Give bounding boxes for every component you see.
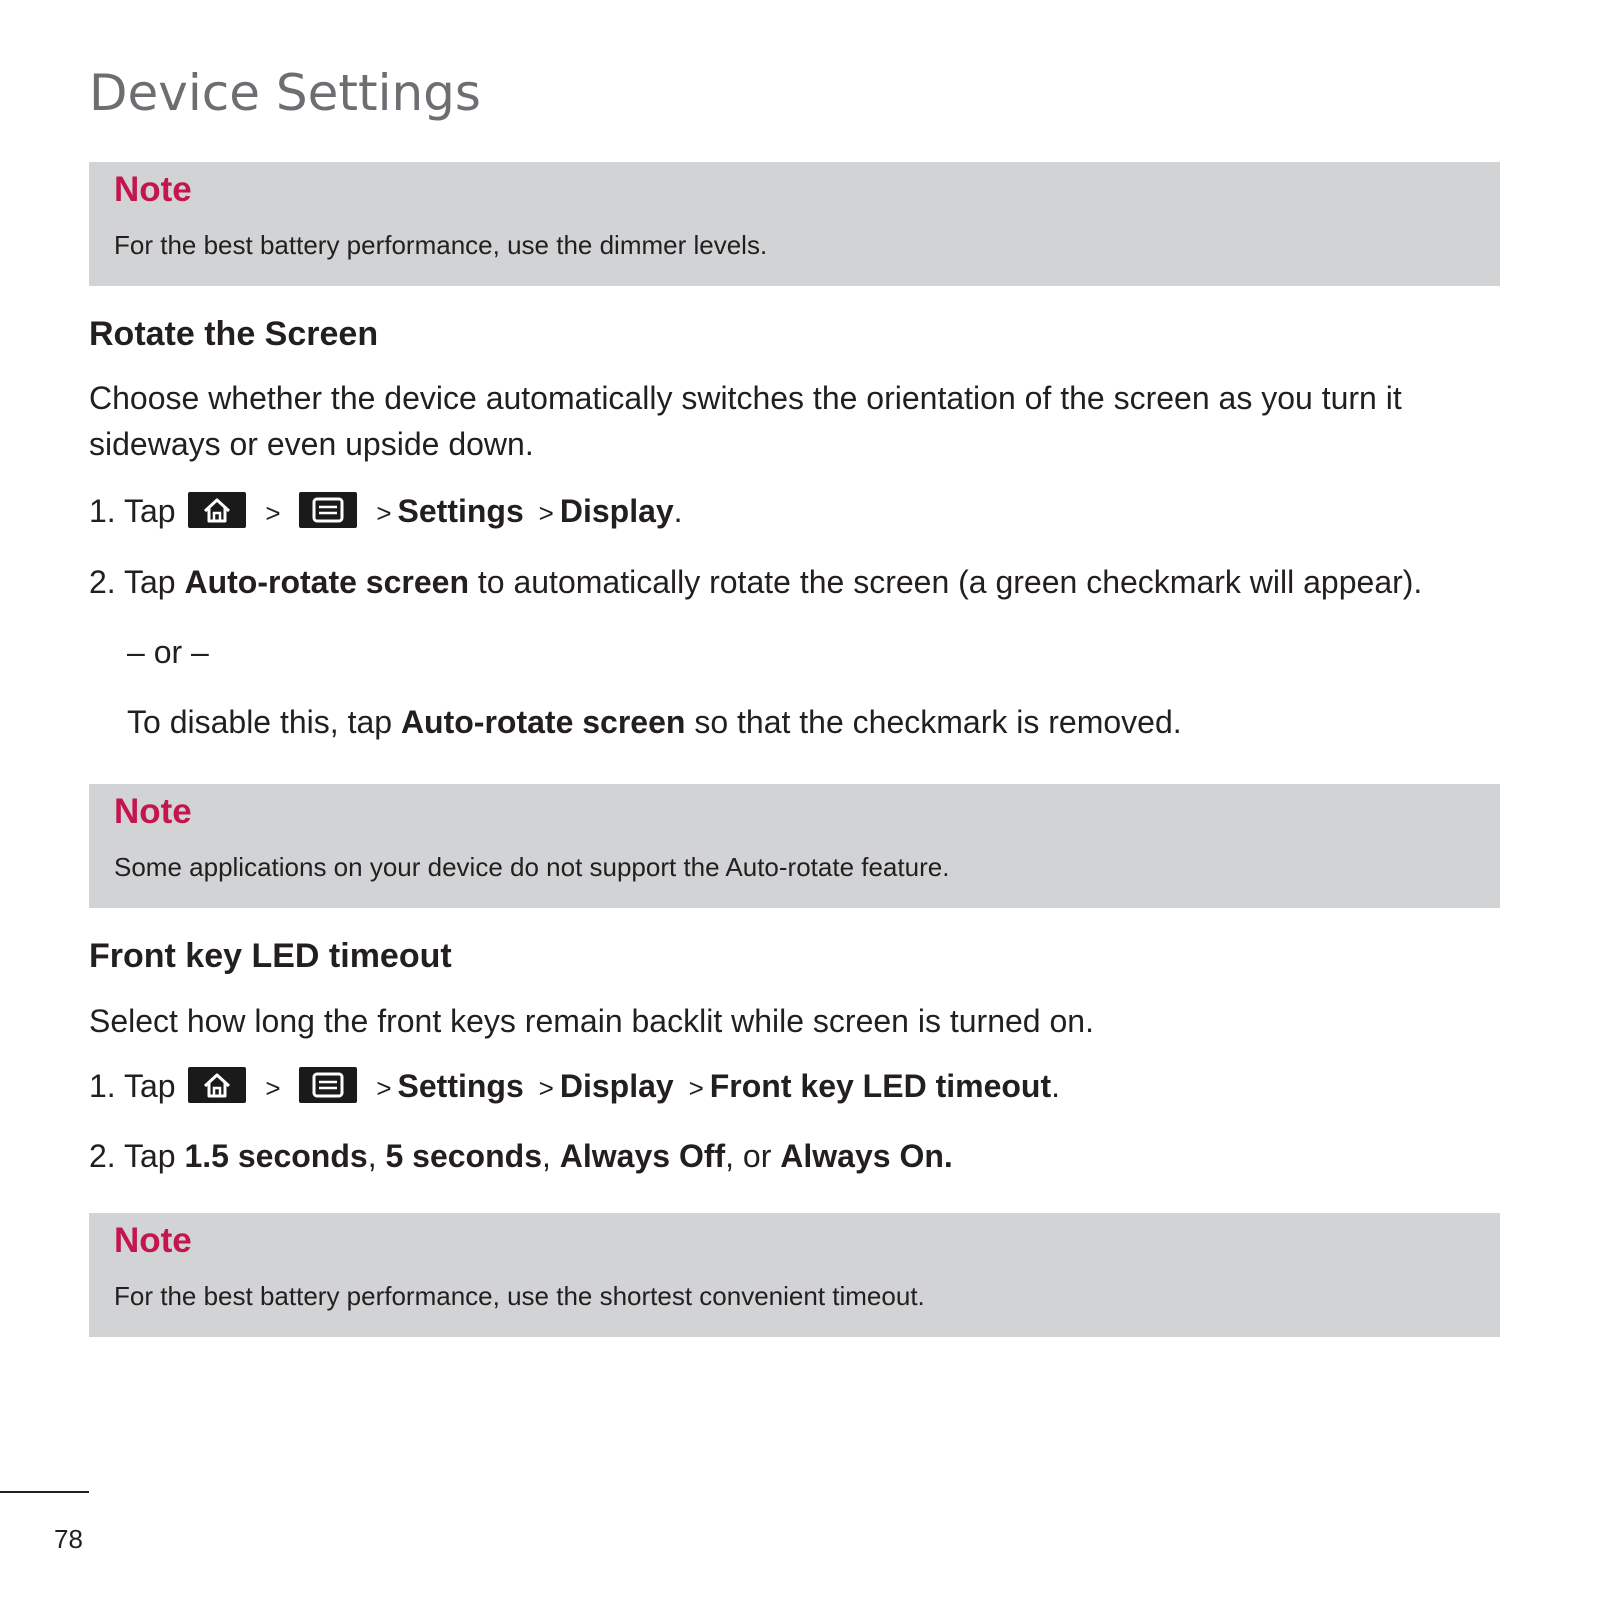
rotate-disable-text — [127, 699, 1182, 745]
option-always-off: Always Off — [559, 1138, 726, 1174]
option-always-on: Always On. — [780, 1138, 953, 1174]
rotate-step-2 — [89, 559, 1422, 605]
auto-rotate-label: Auto-rotate screen — [184, 564, 469, 600]
option-5-seconds: 5 seconds — [385, 1138, 542, 1174]
front-key-step-1 — [89, 1063, 1060, 1111]
note-label: Note — [114, 1221, 192, 1260]
note-text: For the best battery performance, use the dimmer levels. — [114, 230, 768, 260]
separator: > — [265, 498, 281, 528]
step-number: 1. Tap — [89, 1068, 176, 1104]
note-box-timeout — [89, 1213, 1500, 1337]
period: . — [673, 493, 683, 529]
home-key-icon — [188, 1067, 246, 1103]
note-label: Note — [114, 170, 192, 209]
step-number: 2. Tap — [89, 564, 176, 600]
menu-key-icon — [299, 492, 357, 528]
page-title: Device Settings — [89, 64, 481, 122]
option-1-5-seconds: 1.5 seconds — [184, 1138, 368, 1174]
step-number: 1. Tap — [89, 493, 176, 529]
disable-pre: To disable this, tap — [127, 704, 393, 740]
rotate-step-1 — [89, 488, 683, 536]
menu-key-icon — [299, 1067, 357, 1103]
separator: > — [265, 1073, 281, 1103]
front-key-timeout-label: Front key LED timeout — [709, 1068, 1052, 1104]
home-key-icon — [188, 492, 246, 528]
separator: > — [688, 1073, 704, 1103]
page-number: 78 — [54, 1524, 83, 1554]
section-heading-front-key: Front key LED timeout — [89, 937, 452, 975]
period: . — [1051, 1068, 1060, 1104]
auto-rotate-label: Auto-rotate screen — [400, 704, 686, 740]
comma: , — [725, 1138, 735, 1174]
note-text: For the best battery performance, use the shortest convenient timeout. — [114, 1281, 925, 1311]
separator: > — [538, 498, 554, 528]
comma: , — [367, 1138, 377, 1174]
separator: > — [538, 1073, 554, 1103]
step-text: to automatically rotate the screen (a green checkmark will appear). — [477, 564, 1423, 600]
disable-rest: so that the checkmark is removed. — [694, 704, 1182, 740]
note-text: Some applications on your device do not support the Auto-rotate feature. — [114, 852, 950, 882]
separator: > — [376, 498, 392, 528]
rotate-intro: Choose whether the device automatically switches the orientation of the screen as you turn it sideways or even upside down. — [89, 380, 1402, 462]
display-label: Display — [559, 493, 674, 529]
footer-rule — [0, 1491, 89, 1493]
display-label: Display — [559, 1068, 674, 1104]
settings-label: Settings — [397, 1068, 524, 1104]
note-box-auto-rotate — [89, 784, 1500, 908]
settings-label: Settings — [397, 493, 524, 529]
front-key-intro: Select how long the front keys remain backlit while screen is turned on. — [89, 1003, 1094, 1039]
comma: , — [541, 1138, 551, 1174]
separator: > — [376, 1073, 392, 1103]
step-number: 2. Tap — [89, 1138, 176, 1174]
note-box-battery-dimmer — [89, 162, 1500, 286]
front-key-step-2 — [89, 1133, 953, 1179]
or-divider: – or – — [127, 634, 209, 670]
or-word: or — [742, 1138, 772, 1174]
section-heading-rotate: Rotate the Screen — [89, 315, 379, 353]
note-label: Note — [114, 792, 192, 831]
